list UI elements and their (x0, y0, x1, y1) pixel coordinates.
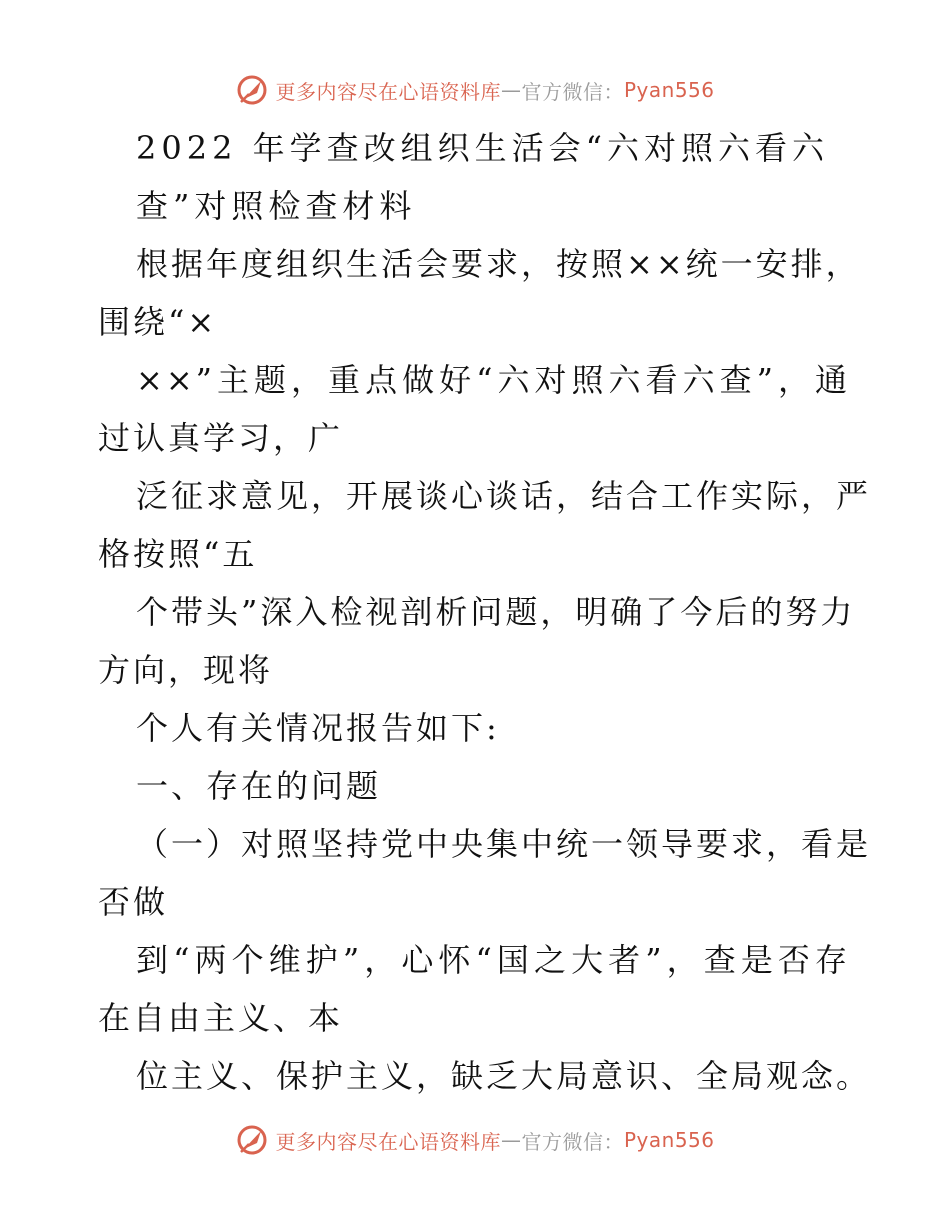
watermark-main-text: 更多内容尽在心语资料库 (275, 79, 501, 104)
paragraph-line: 围绕“× (98, 303, 218, 341)
paragraph-line: 泛征求意见，开展谈心谈话，结合工作实际，严 (136, 477, 872, 515)
watermark-dash: — (500, 1128, 522, 1152)
watermark-main-text: 更多内容尽在心语资料库 (275, 1129, 501, 1154)
paragraph-line: 在自由主义、本 (98, 999, 344, 1037)
paragraph-line: 根据年度组织生活会要求，按照××统一安排， (136, 245, 861, 283)
subsection-heading-line: （一）对照坚持党中央集中统一领导要求，看是 (136, 825, 872, 863)
feather-logo-icon (235, 73, 269, 107)
watermark-wechat-id: Pyan556 (623, 78, 715, 102)
paragraph-line: 位主义、保护主义，缺乏大局意识、全局观念。 (136, 1057, 872, 1095)
footer-watermark (0, 1120, 950, 1160)
section-heading: 一、存在的问题 (136, 767, 382, 805)
document-title-line-1: 2022 年学查改组织生活会“六对照六看六 (136, 129, 829, 167)
feather-logo-icon (235, 1123, 269, 1157)
paragraph-line: 方向，现将 (98, 651, 274, 689)
paragraph-line: 过认真学习，广 (98, 419, 344, 457)
paragraph-line: 个带头”深入检视剖析问题，明确了今后的努力 (136, 593, 856, 631)
subsection-heading-line: 否做 (98, 883, 169, 921)
watermark-wechat-id: Pyan556 (623, 1128, 715, 1152)
paragraph-line: 格按照“五 (98, 535, 258, 573)
paragraph-line: 个人有关情况报告如下: (136, 709, 500, 747)
watermark-wechat-label: 官方微信： (521, 79, 624, 104)
document-title-line-2: 查”对照检查材料 (136, 187, 417, 225)
watermark-dash: — (500, 78, 522, 102)
paragraph-line: ××”主题，重点做好“六对照六看六查”，通 (136, 361, 850, 399)
watermark-wechat-label: 官方微信： (521, 1129, 624, 1154)
paragraph-line: 到“两个维护”，心怀“国之大者”，查是否存 (136, 941, 850, 979)
header-watermark (0, 70, 950, 110)
